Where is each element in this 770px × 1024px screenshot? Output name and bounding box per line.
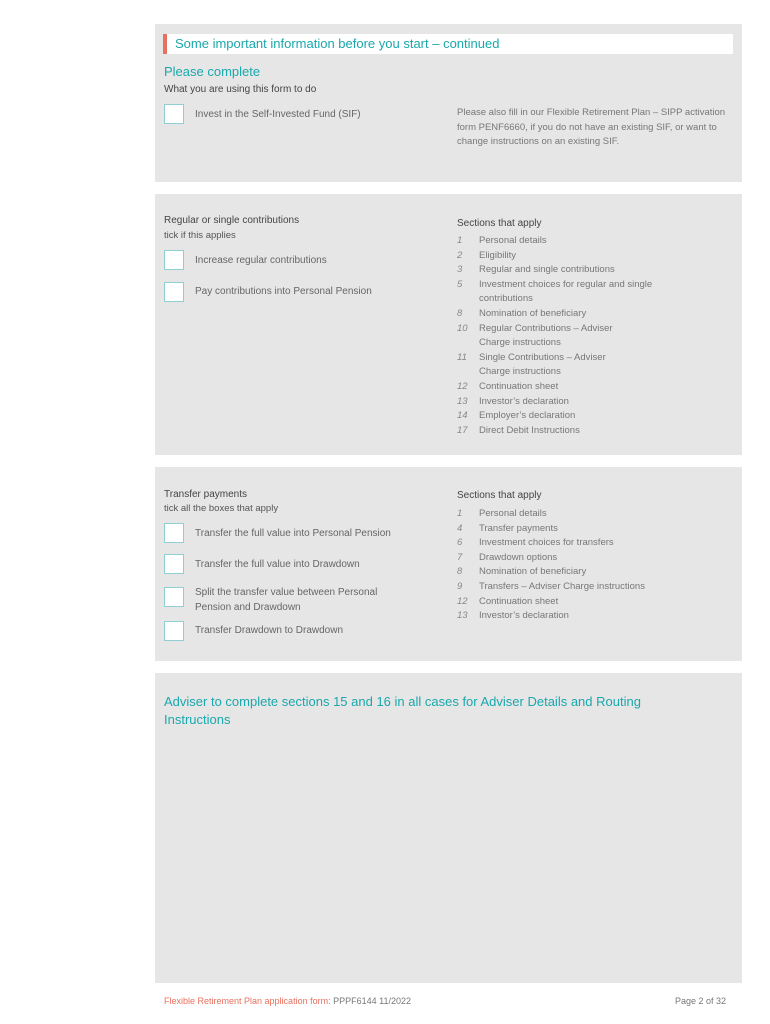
list-item: 1 Personal details <box>457 508 547 519</box>
split-transfer-label: Split the transfer value between Personal Pension and Drawdown <box>195 587 378 613</box>
list-item: 13 Investor’s declaration <box>457 395 569 407</box>
panel-contributions <box>155 194 742 455</box>
list-item: 6 Investment choices for transfers <box>457 537 614 549</box>
panel-adviser <box>155 673 742 983</box>
split-transfer-checkbox[interactable] <box>164 587 184 607</box>
sipp-activation-note: Please also fill in our Flexible Retirement Plan – SIPP activation form PENF6660, if you do not have an existing SIF, or want to change instructions on an existing SIF. <box>457 107 726 147</box>
list-item: 10 Regular Contributions – Adviser Charge instructions <box>457 322 613 349</box>
list-item: 3 Regular and single contributions <box>457 264 615 276</box>
banner-title: Some important information before you start – continued <box>175 36 500 51</box>
list-item: 2 Eligibility <box>457 249 516 261</box>
sif-checkbox[interactable] <box>164 104 184 124</box>
increase-regular-label: Increase regular contributions <box>195 255 327 266</box>
list-item: 12 Continuation sheet <box>457 380 559 392</box>
list-item: 12 Continuation sheet <box>457 595 559 607</box>
list-item: 11 Single Contributions – Adviser Charge instructions <box>457 351 606 378</box>
panel-sif <box>155 24 742 182</box>
footer-form-code: PPPF6144 11/2022 <box>333 996 411 1006</box>
list-item: 8 Nomination of beneficiary <box>457 307 587 319</box>
footer-form-name <box>164 996 411 1006</box>
section-banner <box>163 34 733 54</box>
list-item: 1 Personal details <box>457 235 547 246</box>
transfer-full-drawdown-checkbox[interactable] <box>164 554 184 574</box>
transfer-hint: tick all the boxes that apply <box>164 503 279 514</box>
list-item: 17 Direct Debit Instructions <box>457 424 580 436</box>
panel-transfers <box>155 467 742 661</box>
list-item: 14 Employer’s declaration <box>457 410 576 422</box>
contributions-hint: tick if this applies <box>164 230 236 241</box>
sif-option-label: Invest in the Self-Invested Fund (SIF) <box>195 109 361 120</box>
transfer-sections-heading: Sections that apply <box>457 490 542 501</box>
drawdown-to-drawdown-label: Transfer Drawdown to Drawdown <box>195 625 344 636</box>
footer-form-title: Flexible Retirement Plan application form: <box>164 996 331 1006</box>
increase-regular-checkbox[interactable] <box>164 250 184 270</box>
form-purpose-subheading: What you are using this form to do <box>164 84 317 95</box>
adviser-instructions-heading: Adviser to complete sections 15 and 16 in all cases for Adviser Details and Routing Instructions <box>164 694 641 727</box>
list-item: 4 Transfer payments <box>457 522 558 534</box>
contributions-sections-list <box>457 234 732 438</box>
list-item: 5 Investment choices for regular and single contributions <box>457 278 653 305</box>
list-item: 13 Investor’s declaration <box>457 610 569 622</box>
drawdown-to-drawdown-checkbox[interactable] <box>164 621 184 641</box>
contributions-heading: Regular or single contributions <box>164 215 300 226</box>
please-complete-heading: Please complete <box>164 64 261 79</box>
pay-personal-pension-checkbox[interactable] <box>164 282 184 302</box>
contributions-sections-heading: Sections that apply <box>457 218 542 229</box>
list-item: 7 Drawdown options <box>457 551 558 563</box>
transfer-full-drawdown-label: Transfer the full value into Drawdown <box>195 559 360 570</box>
pay-personal-pension-label: Pay contributions into Personal Pension <box>195 286 372 297</box>
page-number: Page 2 of 32 <box>675 996 727 1006</box>
transfer-sections-list <box>457 507 732 624</box>
transfer-heading: Transfer payments <box>164 489 247 500</box>
transfer-full-personal-checkbox[interactable] <box>164 523 184 543</box>
list-item: 8 Nomination of beneficiary <box>457 566 587 578</box>
list-item: 9 Transfers – Adviser Charge instructions <box>457 580 645 592</box>
transfer-full-personal-label: Transfer the full value into Personal Pension <box>195 528 391 539</box>
